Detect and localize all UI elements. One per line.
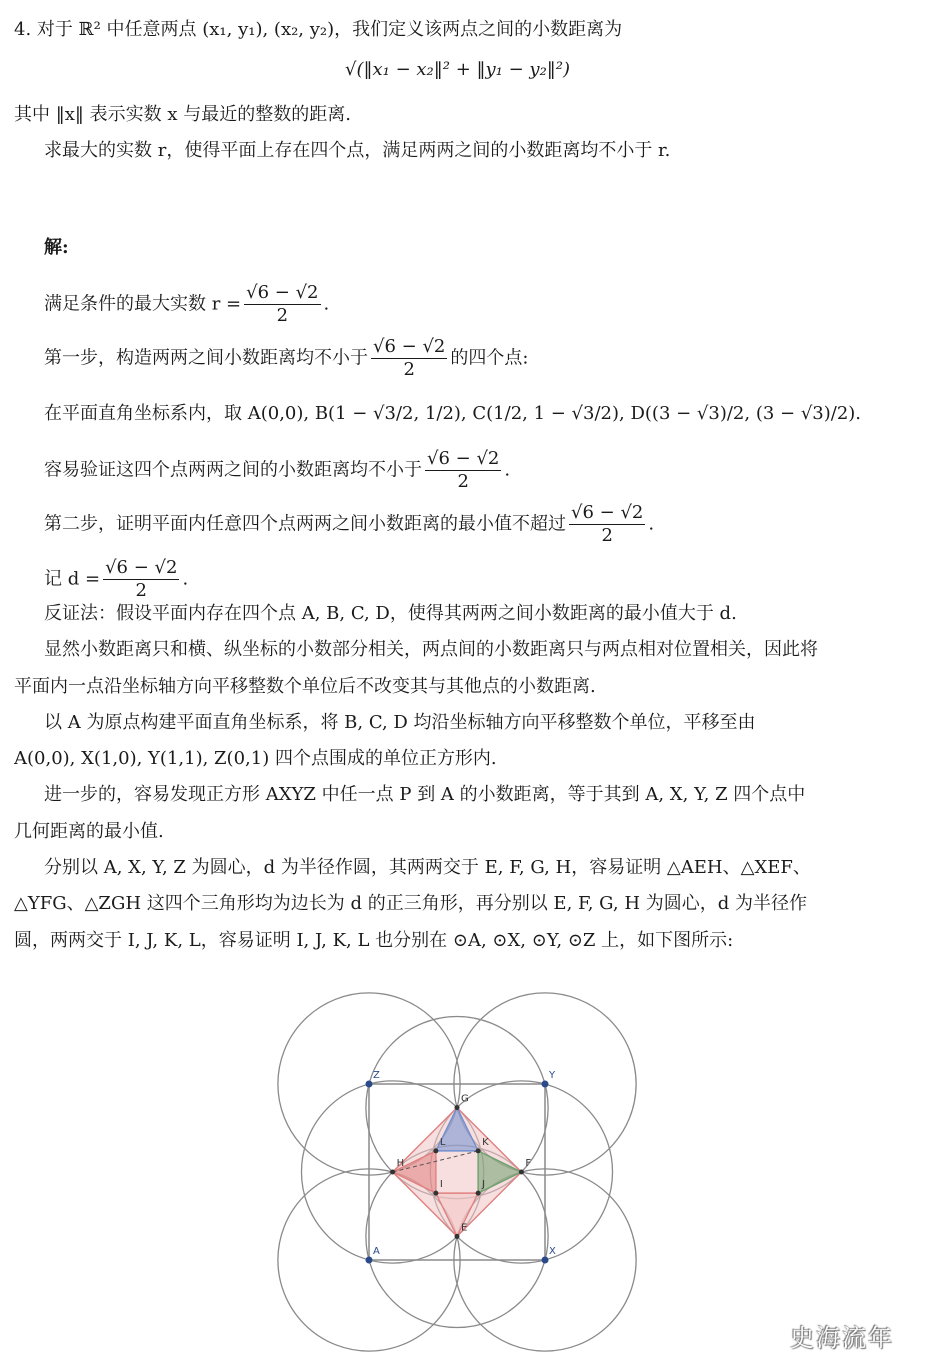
contradiction-line: 反证法：假设平面内存在四个点 A, B, C, D，使得其两两之间小数距离的最小值大于 d. [44,603,737,624]
point-e [455,1234,460,1239]
solution-answer: 满足条件的最大实数 r = $\frac{√6 - √2}{2}$ . [44,282,330,326]
paragraph-3b: 几何距离的最小值. [14,821,164,842]
answer-fraction: $\frac{√6 - √2}{2}$ [246,282,319,326]
label-z: Z [373,1070,380,1081]
problem-line-3: 求最大的实数 r，使得平面上存在四个点，满足两两之间的小数距离均不小于 r. [44,140,671,161]
step-two-text: 第二步，证明平面内任意四个点两两之间小数距离的最小值不超过 [44,513,566,535]
label-h: H [396,1158,405,1169]
point-k [476,1148,481,1153]
label-a: A [373,1246,380,1257]
label-l: L [439,1136,446,1148]
step-one-text: 第一步，构造两两之间小数距离均不小于 [44,347,368,369]
step-one-fraction: $\frac{√6 - √2}{2}$ [373,336,446,380]
point-y [542,1081,549,1088]
paragraph-2b: A(0,0), X(1,0), Y(1,1), Z(0,1) 四个点围成的单位正方形内. [14,748,497,769]
verify-line: 容易验证这四个点两两之间的小数距离均不小于 $\frac{√6 - √2}{2}$ . [44,448,511,492]
label-y: Y [549,1070,556,1081]
define-d-fraction: $\frac{√6 - √2}{2}$ [105,557,178,601]
label-i: I [439,1179,443,1191]
paragraph-2a: 以 A 为原点构建平面直角坐标系，将 B, C, D 均沿坐标轴方向平移整数个单位，平移至由 [44,712,756,733]
label-g: G [461,1093,469,1105]
point-j [476,1191,481,1196]
step-two-line: 第二步，证明平面内任意四个点两两之间小数距离的最小值不超过 $\frac{√6 - √2}{2}$ . [44,502,655,546]
watermark: 史海流年 [790,1324,894,1352]
label-x: X [549,1246,556,1257]
verify-fraction: $\frac{√6 - √2}{2}$ [427,448,500,492]
define-d-line: 记 d = $\frac{√6 - √2}{2}$ . [44,557,189,601]
paragraph-3a: 进一步的，容易发现正方形 AXYZ 中任一点 P 到 A 的小数距离，等于其到 A, X, Y, Z 四个点中 [44,784,806,805]
point-h [390,1170,395,1175]
define-d-text: 记 d = [44,568,101,590]
label-k: K [482,1136,489,1148]
paragraph-4c: 圆，两两交于 I, J, K, L，容易证明 I, J, K, L 也分别在 ⊙A, ⊙X, ⊙Y, ⊙Z 上，如下图所示: [14,930,734,951]
point-z [366,1081,373,1088]
paragraph-4a: 分别以 A, X, Y, Z 为圆心，d 为半径作圆，其两两交于 E, F, G, H，容易证明 △AEH、△XEF、 [44,857,811,878]
triangles-group [393,1108,522,1237]
step-two-fraction: $\frac{√6 - √2}{2}$ [571,502,644,546]
problem-line-1: 4. 对于 ℝ² 中任意两点 (x₁, y₁), (x₂, y₂)，我们定义该两点之间的小数距离为 [14,19,623,40]
point-f [519,1170,524,1175]
label-j: J [482,1179,486,1191]
step-one-tail: 的四个点: [450,347,529,369]
point-l [433,1148,438,1153]
point-g [455,1105,460,1110]
solution-heading: 解: [44,237,69,258]
paragraph-1b: 平面内一点沿坐标轴方向平移整数个单位后不改变其与其他点的小数距离. [14,676,596,697]
answer-text: 满足条件的最大实数 r = [44,293,242,315]
verify-text: 容易验证这四个点两两之间的小数距离均不小于 [44,459,422,481]
label-f: F [525,1158,532,1169]
point-a [366,1257,373,1264]
label-e: E [461,1222,468,1234]
paragraph-4b: △YFG、△ZGH 这四个三角形均为边长为 d 的正三角形，再分别以 E, F, G, H 为圆心，d 为半径作 [14,893,807,914]
fractional-distance-formula: √(‖x₁ − x₂‖² + ‖y₁ − y₂‖²) [345,59,571,80]
point-i [433,1191,438,1196]
paragraph-1a: 显然小数距离只和横、纵坐标的小数部分相关，两点间的小数距离只与两点相对位置相关，因此将 [44,639,818,660]
point-x [542,1257,549,1264]
point-construction-line: 在平面直角坐标系内，取 A(0,0), B(1 − √3/2, 1/2), C(1/2, 1 − √3/2), D((3 − √3)/2, (3 − √3)/2). [44,403,862,424]
problem-line-2: 其中 ‖x‖ 表示实数 x 与最近的整数的距离. [14,104,351,125]
